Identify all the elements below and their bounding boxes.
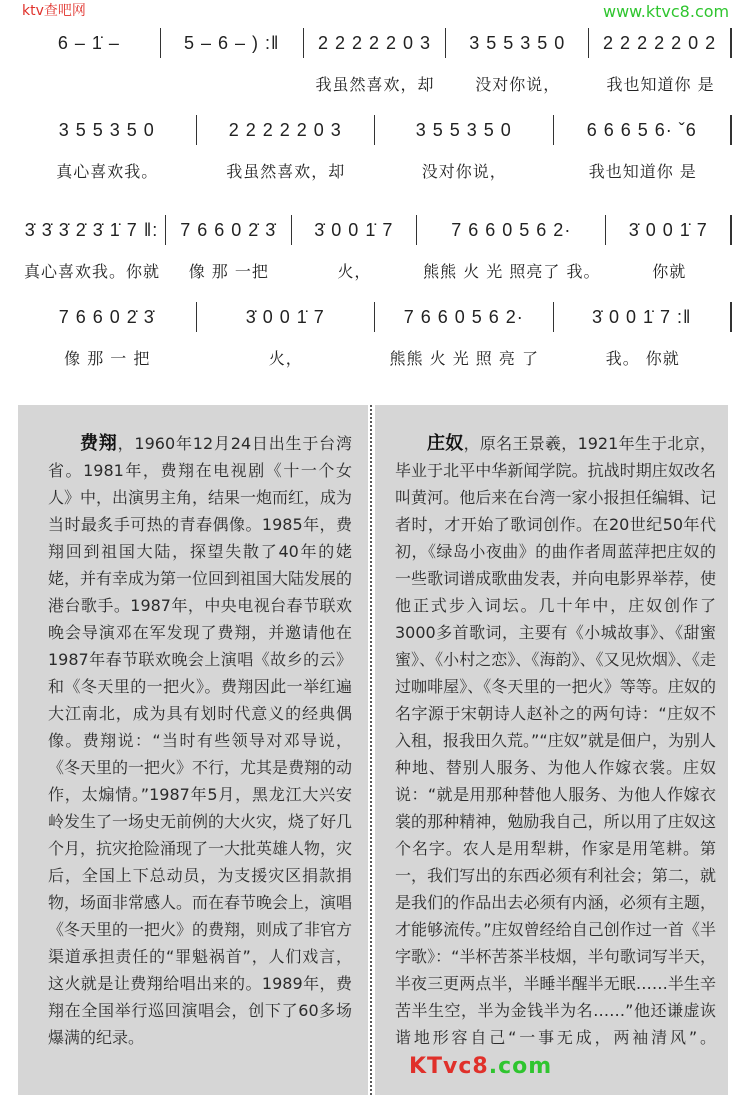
lyric: 像 那 一把	[188, 262, 269, 281]
watermark-top-right: www.ktvc8.com	[603, 2, 730, 21]
bio-singer	[48, 430, 352, 1051]
lyric: 真心喜欢我。	[56, 162, 159, 181]
measure: 6 6 6 5 6· ˇ6	[554, 115, 733, 145]
measure: 3̇ 0 0 1̇ 7	[197, 302, 376, 332]
bio-singer-name: 费翔	[80, 433, 118, 454]
lyric: 像 那 一 把	[64, 349, 151, 368]
column-divider	[370, 405, 372, 1095]
bio-lyricist	[395, 430, 716, 1078]
lyric	[18, 72, 161, 95]
measure: 7 6 6 0 5 6 2·	[375, 302, 554, 332]
score-row	[18, 115, 732, 182]
score-row	[18, 302, 732, 369]
watermark-top-left: ktv查吧网	[22, 3, 86, 19]
score-row	[18, 215, 732, 282]
lyric: 熊熊 火 光 照亮了 我。	[423, 262, 601, 281]
lyric: 没对你说，	[421, 162, 507, 181]
lyric	[161, 72, 304, 95]
lyric: 我。 你就	[605, 349, 680, 368]
lyric: 我也知道你 是	[606, 75, 715, 94]
bio-box-lyricist	[375, 405, 728, 1095]
measure: 3 5 5 3 5 0	[375, 115, 554, 145]
lyric: 没对你说，	[475, 75, 561, 94]
bio-singer-text: ，1960年12月24日出生于台湾省。1981年，费翔在电视剧《十一个女人》中，出演男主角，结果一炮而红，成为当时最炙手可热的青春偶像。1985年，费翔回到祖国大陆，探望失散了40年的姥姥，并有幸成为第一位回到祖国大陆发展的港台歌手。1987年，中央电视台春节联欢晚会导演邓在军发现了费翔，并邀请他在1987年春节联欢晚会上演唱《故乡的云》和《冬天里的一把火》。费翔因此一举红遍大江南北，成为具有划时代意义的经典偶像。费翔说：“当时有些领导对邓导说，《冬天里的一把火》不行，尤其是费翔的动作，太煽情。”1987年5月，黑龙江大兴安岭发生了一场史无前例的大火灾，烧了好几个月，抗灾抢险涌现了一大批英雄人物，灾后，全国上下总动员，为支援灾区捐款捐物，场面非常感人。而在春节晚会上，演唱《冬天里的一把火》的费翔，则成了非官方渠道承担责任的“罪魁祸首”，人们戏言，这火就是让费翔给唱出来的。1989年，费翔在全国举行巡回演唱会，创下了60多场爆满的纪录。	[48, 434, 353, 1047]
lyric: 火，	[268, 349, 303, 368]
bio-lyricist-name: 庄奴	[427, 433, 464, 454]
measure: 2 2 2 2 2 0 3	[197, 115, 376, 145]
measure: 2 2 2 2 2 0 2	[589, 28, 732, 58]
bio-lyricist-text: ，原名王景羲，1921年生于北京，毕业于北平中华新闻学院。抗战时期庄奴改名叫黄河。他后来在台湾一家小报担任编辑、记者时，才开始了歌词创作。在20世纪50年代初，《绿岛小夜曲》的曲作者周蓝萍把庄奴的一些歌词谱成歌曲发表，并向电影界举荐，使他正式步入词坛。几十年中，庄奴创作了3000多首歌词，主要有《小城故事》、《甜蜜蜜》、《小村之恋》、《海韵》、《又见炊烟》、《走过咖啡屋》、《冬天里的一把火》等等。庄奴的名字源于宋朝诗人赵补之的两句诗：“庄奴不入租，报我田久荒。”“庄奴”就是佃户，为别人种地、替别人服务、为他人作嫁衣裳。庄奴说：“就是用那种替他人服务、为他人作嫁衣裳的那种精神，勉励我自己，所以用了庄奴这个名字。农人是用犁耕，作家是用笔耕。第一，我们写出的东西必须有利社会；第二，就是我们的作品出去必须有内涵，必须有主题，才能够流传。”庄奴曾经给自己创作过一首《半字歌》：“半杯苦茶半枝烟，半句歌词写半天，半夜三更两点半，半睡半醒半无眠……半生辛苦半生空，半为金钱半为名……”他还谦虚诙谐地形容自己“一事无成，两袖清风”。	[395, 434, 716, 1047]
lyric: 真心喜欢我。你就	[24, 262, 161, 281]
measure: 3̇ 0 0 1̇ 7	[292, 215, 418, 245]
lyric: 我也知道你 是	[588, 162, 697, 181]
measure: 7 6 6 0 5 6 2·	[417, 215, 606, 245]
lyric: 你就	[652, 262, 687, 281]
measure: 3̇ 0 0 1̇ 7 :‖	[554, 302, 733, 332]
measure: 3̇ 3̇ 3̇ 2̇ 3̇ 1̇ 7 ‖:	[18, 215, 166, 245]
lyric: 火，	[337, 262, 372, 281]
measure: 3 5 5 3 5 0	[446, 28, 589, 58]
lyric: 我虽然喜欢，却	[315, 75, 435, 94]
lyric: 我虽然喜欢，却	[226, 162, 346, 181]
measure: 7 6 6 0 2̇ 3̇	[18, 302, 197, 332]
measure: 7 6 6 0 2̇ 3̇	[166, 215, 292, 245]
measure: 3̇ 0 0 1̇ 7	[606, 215, 732, 245]
lyric: 熊熊 火 光 照 亮 了	[389, 349, 539, 368]
measure: 2 2 2 2 2 0 3	[304, 28, 447, 58]
measure: 6 – 1̇ –	[18, 28, 161, 58]
measure: 3 5 5 3 5 0	[18, 115, 197, 145]
bio-box-singer	[18, 405, 368, 1095]
watermark-logo: KTvc8.com	[409, 1054, 553, 1079]
measure: 5 – 6 – ) :‖	[161, 28, 304, 58]
score-row	[18, 28, 732, 95]
